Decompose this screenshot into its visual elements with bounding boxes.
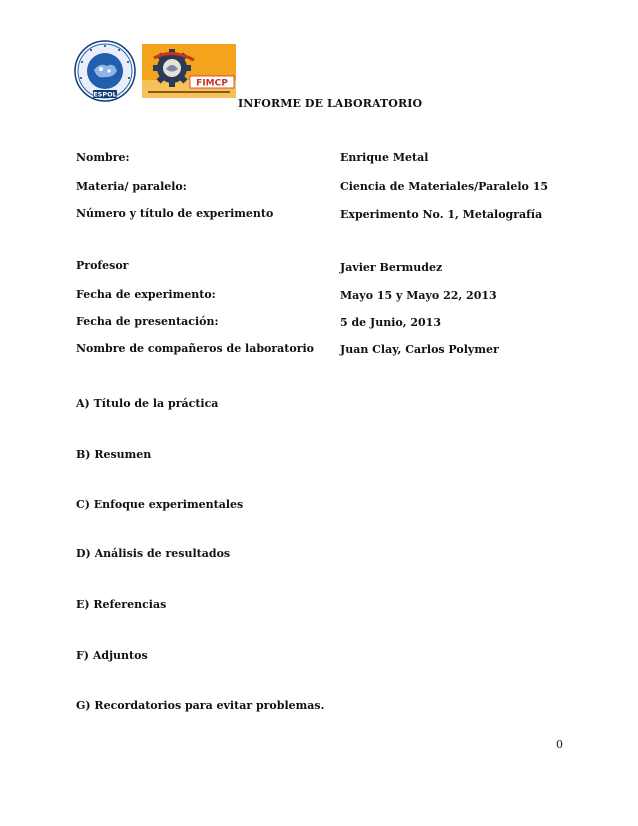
section-analisis-resultados: D) Análisis de resultados bbox=[76, 547, 231, 560]
page-number: 0 bbox=[556, 738, 563, 751]
field-value-profesor: Javier Bermudez bbox=[340, 261, 443, 274]
field-label-materia: Materia/ paralelo: bbox=[76, 180, 187, 193]
field-label-nombre: Nombre: bbox=[76, 151, 130, 164]
field-label-profesor: Profesor bbox=[76, 259, 129, 272]
field-value-nombre: Enrique Metal bbox=[340, 151, 429, 164]
field-label-fecha-presentacion: Fecha de presentación: bbox=[76, 315, 219, 328]
field-value-materia: Ciencia de Materiales/Paralelo 15 bbox=[340, 180, 549, 193]
section-recordatorios: G) Recordatorios para evitar problemas. bbox=[76, 699, 325, 712]
fimcp-logo-text: FIMCP bbox=[196, 78, 228, 89]
field-label-experimento: Número y título de experimento bbox=[76, 207, 274, 220]
header-logos bbox=[74, 40, 244, 102]
section-referencias: E) Referencias bbox=[76, 598, 167, 611]
document-title: INFORME DE LABORATORIO bbox=[238, 97, 423, 110]
section-titulo-practica: A) Título de la práctica bbox=[76, 397, 219, 410]
section-adjuntos: F) Adjuntos bbox=[76, 649, 148, 662]
field-label-fecha-experimento: Fecha de experimento: bbox=[76, 288, 216, 301]
field-label-companeros: Nombre de compañeros de laboratorio bbox=[76, 342, 315, 355]
field-value-fecha-experimento: Mayo 15 y Mayo 22, 2013 bbox=[340, 289, 497, 302]
field-value-fecha-presentacion: 5 de Junio, 2013 bbox=[340, 316, 441, 329]
field-value-companeros: Juan Clay, Carlos Polymer bbox=[340, 343, 499, 356]
field-value-experimento: Experimento No. 1, Metalografía bbox=[340, 208, 543, 221]
espol-seal-logo bbox=[74, 40, 136, 102]
espol-seal-text: ESPOL bbox=[93, 90, 117, 99]
section-enfoque-experimental: C) Enfoque experimentales bbox=[76, 498, 244, 511]
fimcp-logo bbox=[142, 44, 236, 98]
section-resumen: B) Resumen bbox=[76, 448, 152, 461]
